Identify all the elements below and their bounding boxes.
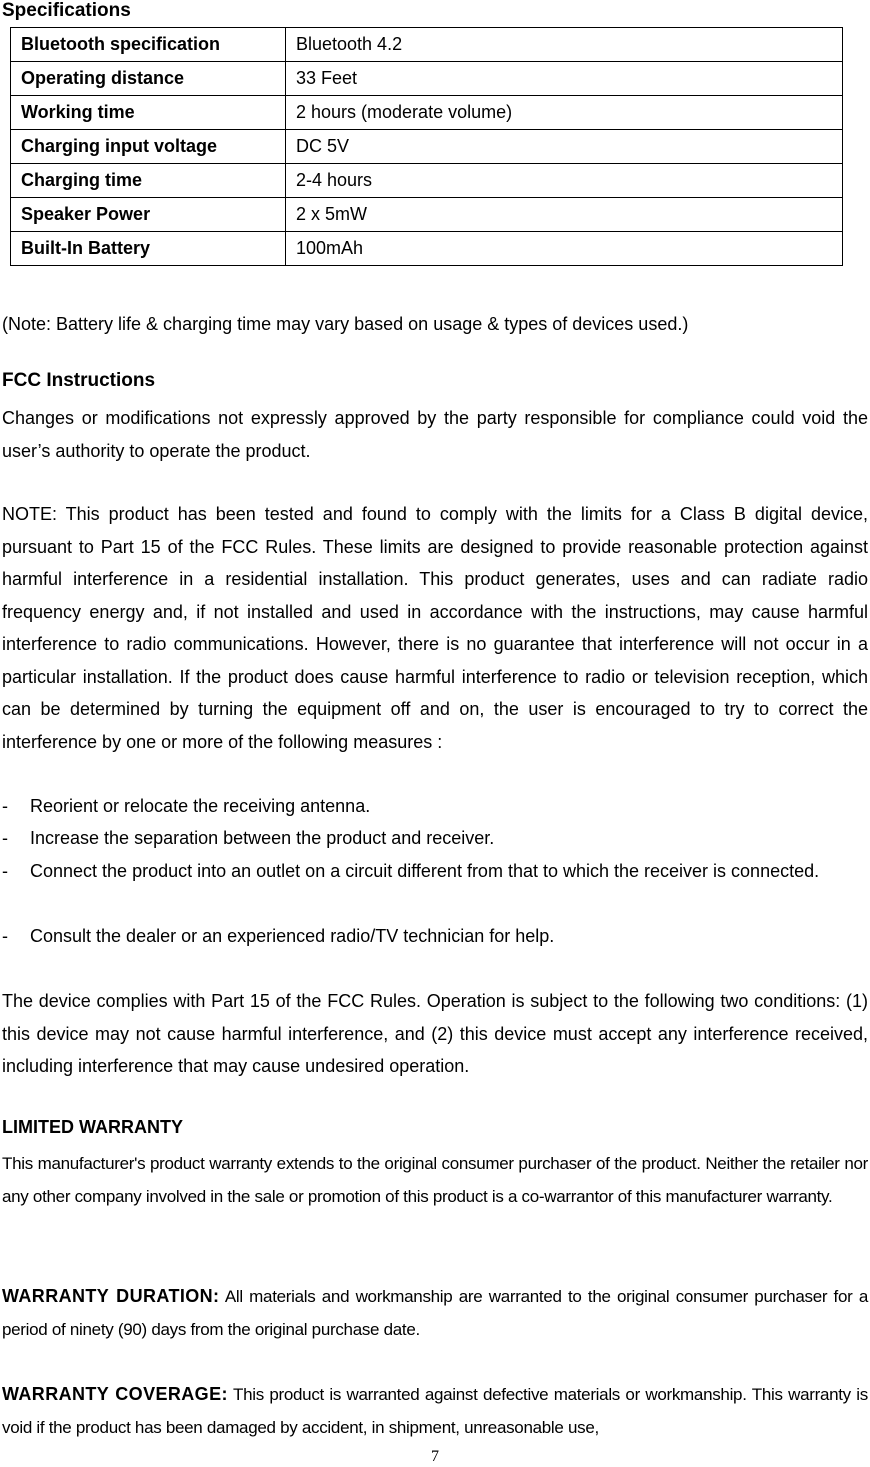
- warranty-intro: This manufacturer's product warranty extends to the original consumer purchaser of the product. Neither the retailer nor any other company involved in the sale or promotion of this product is a co-warrantor of this manufacturer warranty.: [2, 1154, 868, 1206]
- bullet-dash: -: [2, 796, 8, 816]
- spec-row: [11, 232, 843, 266]
- bullet-dash: -: [2, 828, 8, 848]
- measure-text: Reorient or relocate the receiving antenna.: [30, 796, 371, 816]
- spec-value: DC 5V: [286, 130, 843, 164]
- warranty-heading: LIMITED WARRANTY: [2, 1117, 183, 1137]
- warranty-coverage-text: This product is warranted against defective materials or workmanship. This warranty is void if the product has been damaged by accident, in shipment, unreasonable use,: [2, 1385, 868, 1437]
- page-number: 7: [431, 1448, 439, 1465]
- spec-label: Built-In Battery: [11, 232, 286, 266]
- fcc-compliance-paragraph: The device complies with Part 15 of the FCC Rules. Operation is subject to the following two conditions: (1) this device may not cause harmful interference, and (2) this device must accept any interference received, including interference that may cause undesired operation.: [2, 991, 868, 1076]
- spec-row: [11, 96, 843, 130]
- warranty-duration-text: All materials and workmanship are warranted to the original consumer purchaser for a period of ninety (90) days from the original purchase date.: [2, 1287, 868, 1339]
- spec-value: 2-4 hours: [286, 164, 843, 198]
- measure-item: [2, 790, 868, 823]
- bullet-dash: -: [2, 861, 8, 881]
- measure-item: [2, 822, 868, 855]
- spec-value: 33 Feet: [286, 62, 843, 96]
- spec-label: Charging time: [11, 164, 286, 198]
- spec-row: [11, 198, 843, 232]
- spec-row: [11, 62, 843, 96]
- spec-label: Working time: [11, 96, 286, 130]
- spec-label: Speaker Power: [11, 198, 286, 232]
- spec-value: 100mAh: [286, 232, 843, 266]
- warranty-duration: [2, 1280, 868, 1346]
- fcc-heading: FCC Instructions: [2, 370, 156, 391]
- specifications-heading: Specifications: [2, 0, 131, 21]
- battery-note: (Note: Battery life & charging time may vary based on usage & types of devices used.): [2, 314, 689, 334]
- measure-item: [2, 855, 868, 888]
- fcc-changes-paragraph: Changes or modifications not expressly approved by the party responsible for compliance could void the user’s authority to operate the product.: [2, 408, 868, 461]
- spec-value: Bluetooth 4.2: [286, 28, 843, 62]
- measure-text: Increase the separation between the product and receiver.: [30, 828, 495, 848]
- spec-label: Charging input voltage: [11, 130, 286, 164]
- spec-row: [11, 130, 843, 164]
- warranty-duration-label: WARRANTY DURATION:: [2, 1286, 220, 1306]
- warranty-coverage-label: WARRANTY COVERAGE:: [2, 1384, 228, 1404]
- fcc-note-paragraph: NOTE: This product has been tested and found to comply with the limits for a Class B digital device, pursuant to Part 15 of the FCC Rules. These limits are designed to provide reasonable protection against harmful interference in a residential installation. This product generates, uses and can radiate radio frequency energy and, if not installed and used in accordance with the instructions, may cause harmful interference to radio communications. However, there is no guarantee that interference will not occur in a particular installation. If the product does cause harmful interference to radio or television reception, which can be determined by turning the equipment off and on, the user is encouraged to try to correct the interference by one or more of the following measures :: [2, 504, 868, 752]
- spec-row: [11, 28, 843, 62]
- measure-text: Consult the dealer or an experienced radio/TV technician for help.: [30, 926, 555, 946]
- specifications-table: [10, 27, 843, 266]
- spec-row: [11, 164, 843, 198]
- spec-label: Operating distance: [11, 62, 286, 96]
- measure-item: [2, 920, 868, 953]
- spec-value: 2 hours (moderate volume): [286, 96, 843, 130]
- spec-value: 2 x 5mW: [286, 198, 843, 232]
- warranty-coverage: [2, 1378, 868, 1444]
- bullet-dash: -: [2, 926, 8, 946]
- spec-label: Bluetooth specification: [11, 28, 286, 62]
- measure-text: Connect the product into an outlet on a circuit different from that to which the receiver is connected.: [30, 861, 820, 881]
